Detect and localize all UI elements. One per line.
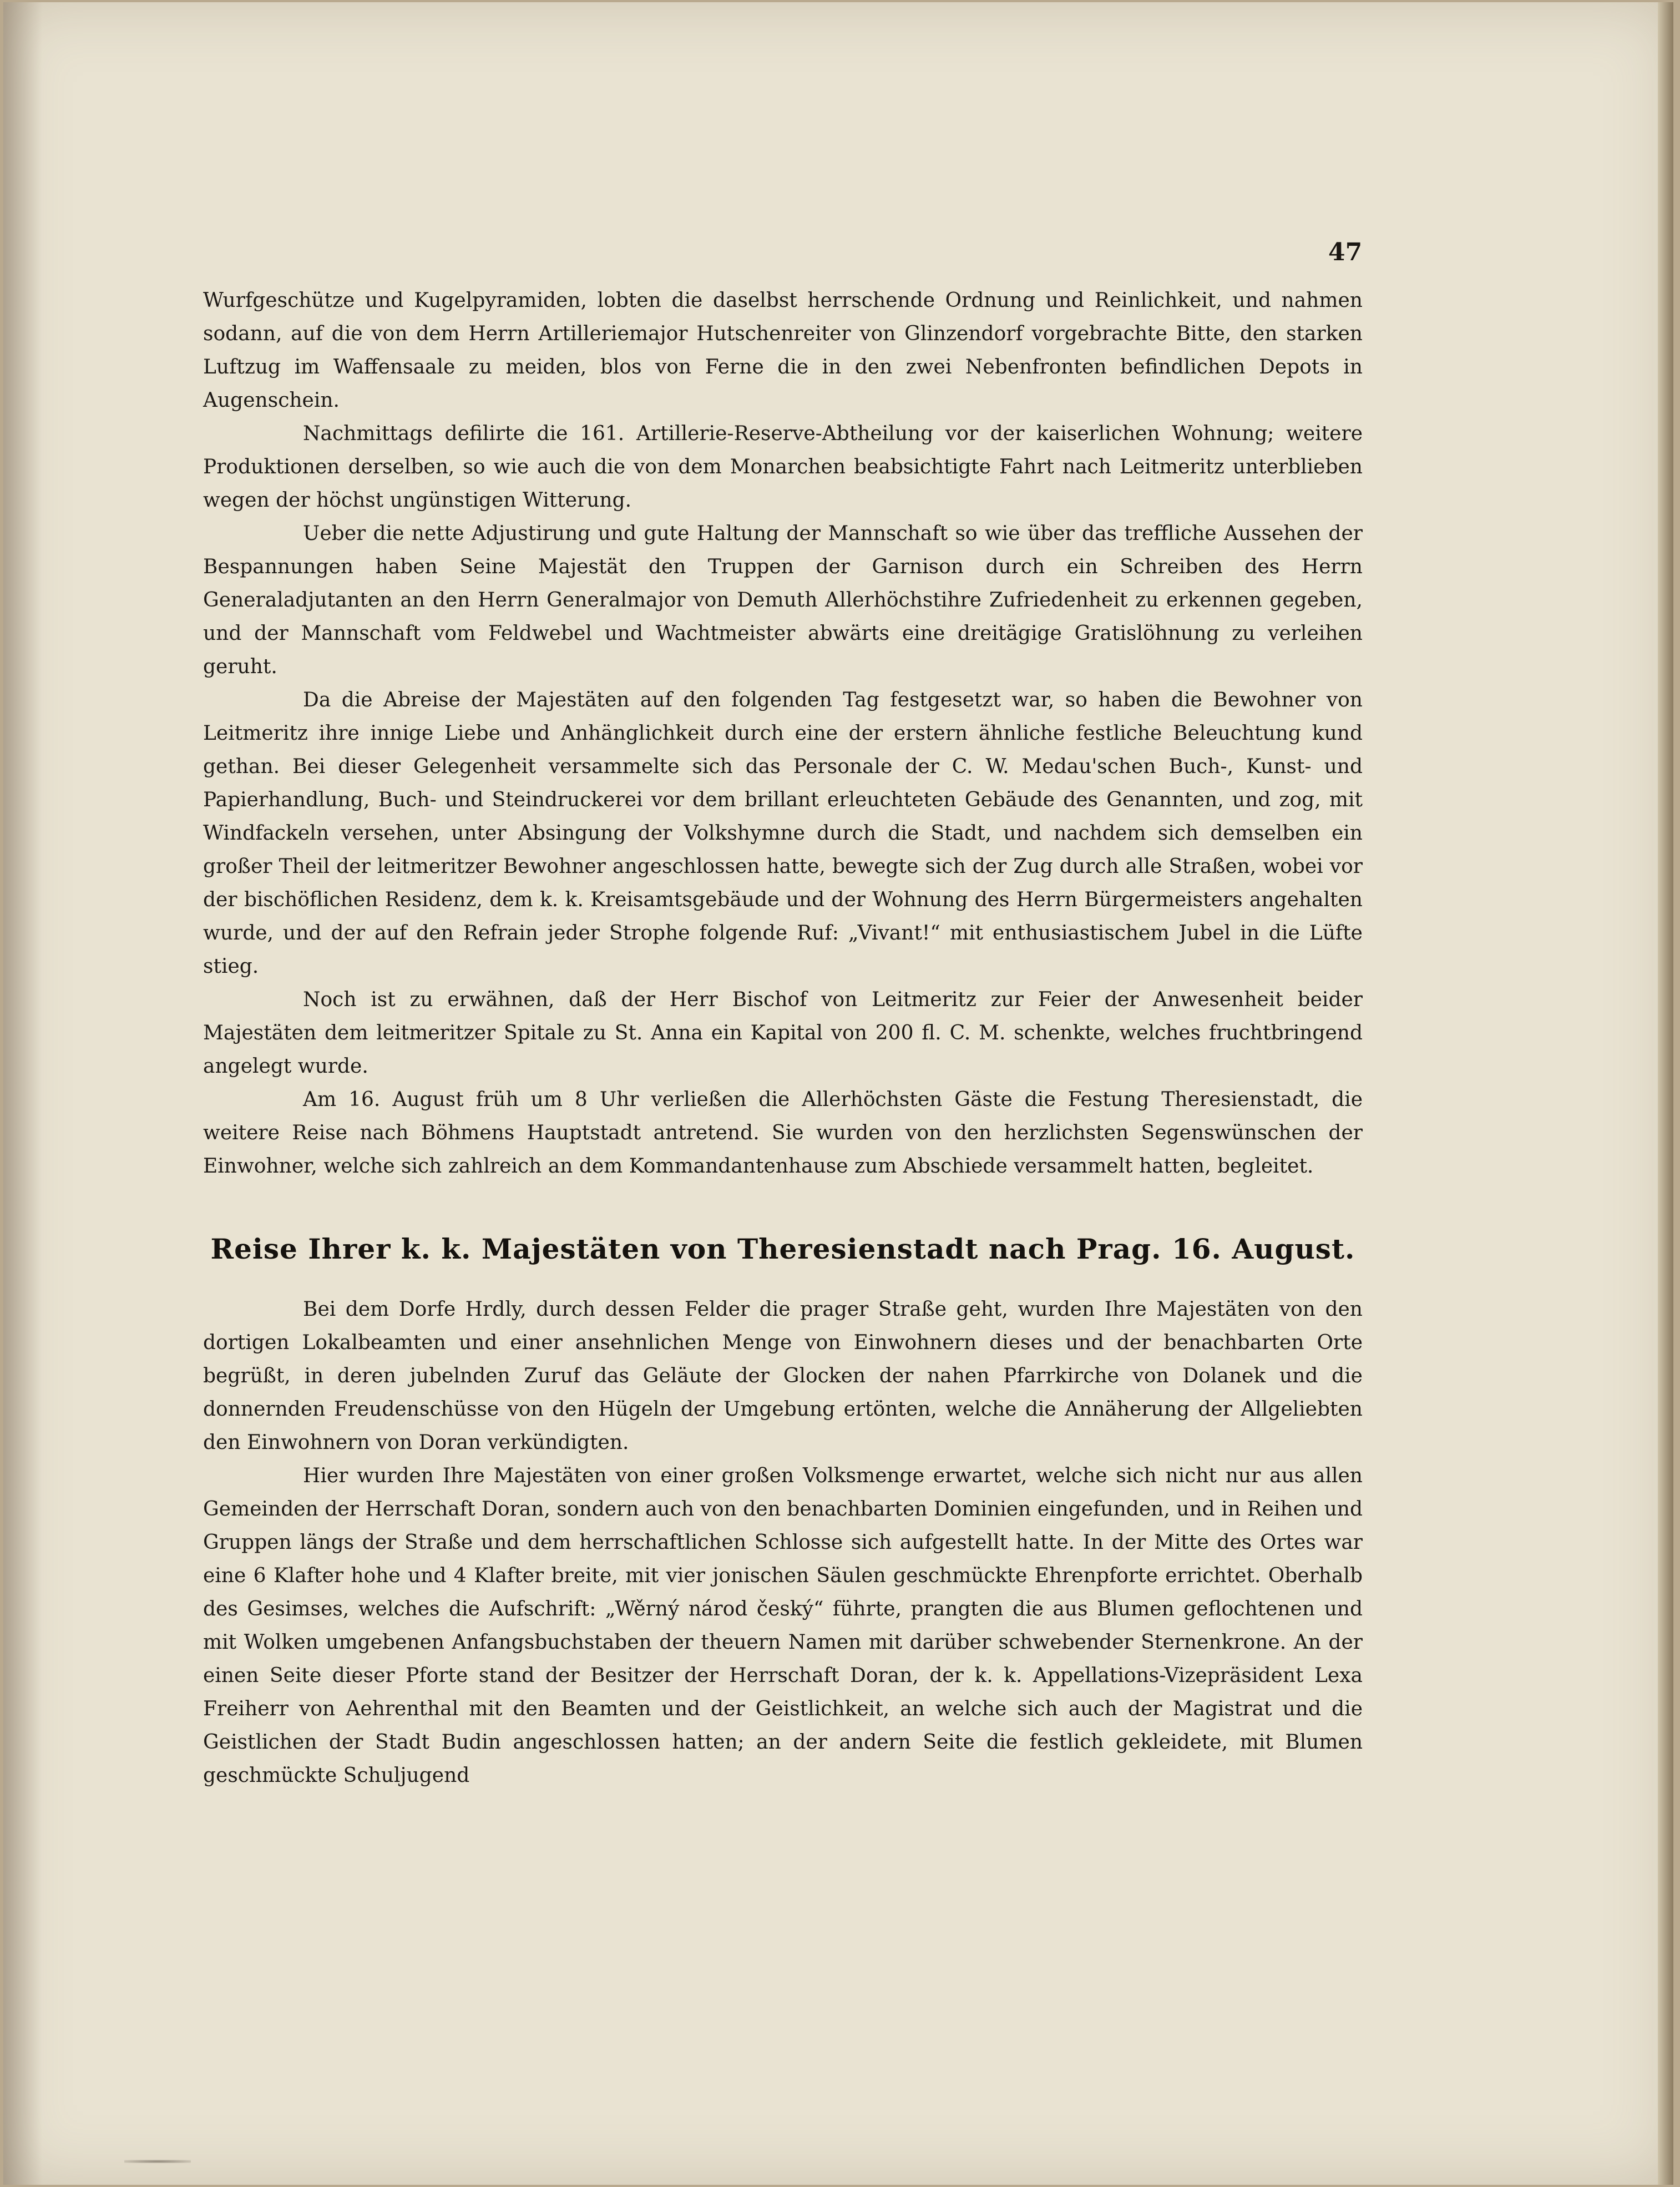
paragraph: Noch ist zu erwähnen, daß der Herr Bischof von Leitmeritz zur Feier der Anwesenheit beider Majestäten dem leitmeritzer Spitale zu St. Anna ein Kapital von 200 fl. C. M. schenkte, welches fruchtbringend angelegt wurde.: [203, 988, 1363, 1078]
binding-shadow: [3, 2, 42, 2185]
paragraph: Bei dem Dorfe Hrdly, durch dessen Felder die prager Straße geht, wurden Ihre Majestäten von den dortigen Lokalbeamten und einer ansehnlichen Menge von Einwohnern dieses und der benachbarten Orte begrüßt, in deren jubelnden Zuruf das Geläute der Glocken der nahen Pfarrkirche von Dolanek und die donnernden Freudenschüsse von den Hügeln der Umgebung ertönten, welche die Annäherung der Allgeliebten den Einwohnern von Doran verkündigten.: [203, 1298, 1363, 1454]
section-heading: Reise Ihrer k. k. Majestäten von Theresienstadt nach Prag. 16. August.: [210, 1233, 1355, 1265]
body-text: [203, 284, 1363, 1792]
paragraph: Da die Abreise der Majestäten auf den folgenden Tag festgesetzt war, so haben die Bewohner von Leitmeritz ihre innige Liebe und Anhänglichkeit durch eine der erstern ähnliche festliche Beleuchtung kund gethan. Bei dieser Gelegenheit versammelte sich das Personale der C. W. Medau'schen Buch-, Kunst- und Papierhandlung, Buch- und Steindruckerei vor dem brillant erleuchteten Gebäude des Genannten, und zog, mit Windfackeln versehen, unter Absingung der Volkshymne durch die Stadt, und nachdem sich demselben ein großer Theil der leitmeritzer Bewohner angeschlossen hatte, bewegte sich der Zug durch alle Straßen, wobei vor der bischöflichen Residenz, dem k. k. Kreisamtsgebäude und der Wohnung des Herrn Bürgermeisters angehalten wurde, und der auf den Refrain jeder Strophe folgende Ruf: „Vivant!“ mit enthusiastischem Jubel in die Lüfte stieg.: [203, 689, 1363, 978]
page-number: 47: [1328, 238, 1363, 266]
page-edge: [1658, 2, 1673, 2185]
paragraph: Hier wurden Ihre Majestäten von einer großen Volksmenge erwartet, welche sich nicht nur aus allen Gemeinden der Herrschaft Doran, sondern auch von den benachbarten Dominien eingefunden, und in Reihen und Gruppen längs der Straße und dem herrschaftlichen Schlosse sich aufgestellt hatte. In der Mitte des Ortes war eine 6 Klafter hohe und 4 Klafter breite, mit vier jonischen Säulen geschmückte Ehrenpforte errichtet. Oberhalb des Gesimses, welches die Aufschrift: „Wěrný národ český“ führte, prangten die aus Blumen geflochtenen und mit Wolken umgebenen Anfangsbuchstaben der theuern Namen mit darüber schwebender Sternenkrone. An der einen Seite dieser Pforte stand der Besitzer der Herrschaft Doran, der k. k. Appellations-Vizepräsident Lexa Freiherr von Aehrenthal mit den Beamten und der Geistlichkeit, an welche sich auch der Magistrat und die Geistlichen der Stadt Budin angeschlossen hatten; an der andern Seite die festlich gekleidete, mit Blumen geschmückte Schuljugend: [203, 1464, 1363, 1787]
paragraph: Ueber die nette Adjustirung und gute Haltung der Mannschaft so wie über das treffliche Aussehen der Bespannungen haben Seine Majestät den Truppen der Garnison durch ein Schreiben des Herrn Generaladjutanten an den Herrn Generalmajor von Demuth Allerhöchstihre Zufriedenheit zu erkennen gegeben, und der Mannschaft vom Feldwebel und Wachtmeister abwärts eine dreitägige Gratislöhnung zu verleihen geruht.: [203, 522, 1363, 678]
paragraph: Wurfgeschütze und Kugelpyramiden, lobten die daselbst herrschende Ordnung und Reinlichkeit, und nahmen sodann, auf die von dem Herrn Artilleriemajor Hutschenreiter von Glinzendorf vorgebrachte Bitte, den starken Luftzug im Waffensaale zu meiden, blos von Ferne die in den zwei Nebenfronten befindlichen Depots in Augenschein.: [203, 289, 1363, 412]
paragraph: Nachmittags defilirte die 161. Artillerie-Reserve-Abtheilung vor der kaiserlichen Wohnung; weitere Produktionen derselben, so wie auch die von dem Monarchen beabsichtigte Fahrt nach Leitmeritz unterblieben wegen der höchst ungünstigen Witterung.: [203, 422, 1363, 512]
book-page: [3, 2, 1673, 2185]
paragraph: Am 16. August früh um 8 Uhr verließen die Allerhöchsten Gäste die Festung Theresienstadt, die weitere Reise nach Böhmens Hauptstadt antretend. Sie wurden von den herzlichsten Segenswünschen der Einwohner, welche sich zahlreich an dem Kommandantenhause zum Abschiede versammelt hatten, begleitet.: [203, 1088, 1363, 1178]
paper-speck: [124, 2160, 191, 2163]
